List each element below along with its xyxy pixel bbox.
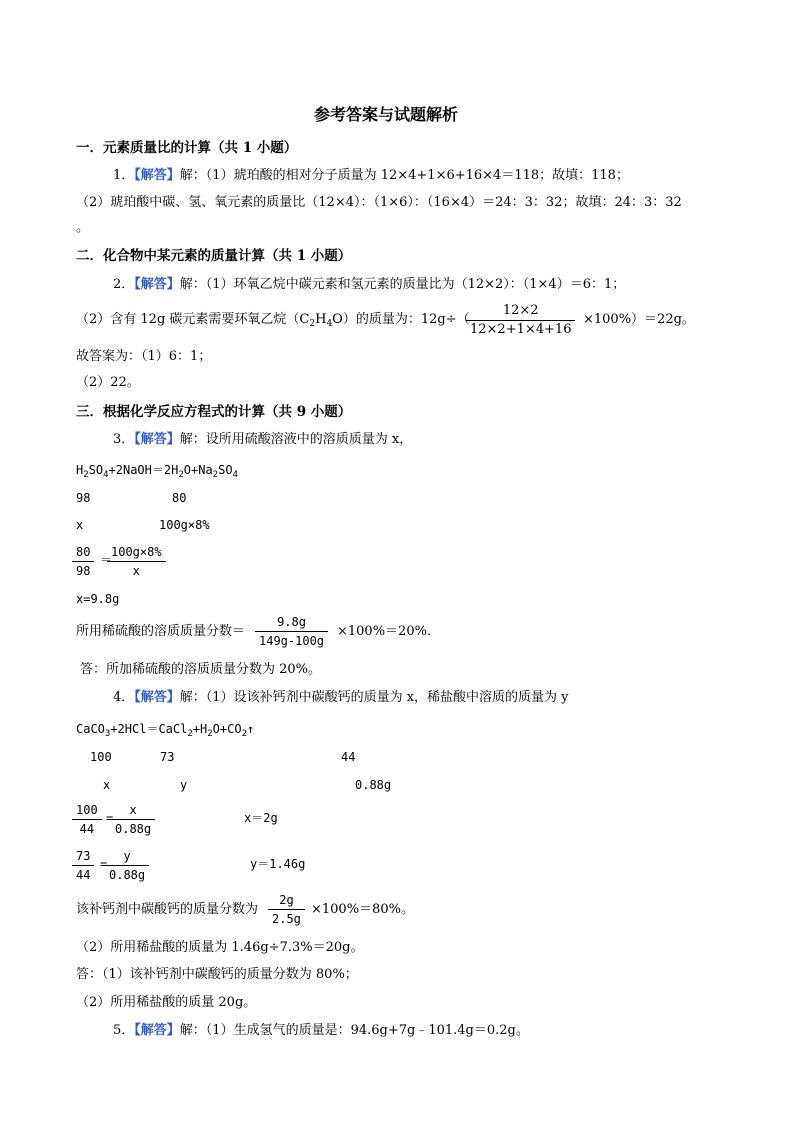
answer-tag: 【解答】 <box>134 1023 180 1038</box>
question-number: 1． <box>113 168 135 183</box>
q4-mass-1: 100 <box>90 750 112 764</box>
section-heading: 三．根据化学反应方程式的计算（共 9 小题） <box>76 404 352 420</box>
section-heading: 一．元素质量比的计算（共 1 小题） <box>76 140 298 156</box>
q4-result-y: y＝1.46g <box>250 857 306 871</box>
q1-line-2: （2）琥珀酸中碳、氢、氧元素的质量比（12×4）：（1×6）：（16×4）＝24：3：32；故填：24：3：32 <box>76 195 682 210</box>
page-title: 参考答案与试题解析 <box>314 105 459 124</box>
q2-text-2a: （2）含有 12g 碳元素需要环氧乙烷（C <box>76 312 310 327</box>
q2-line-4: （2）22。 <box>76 375 140 390</box>
q3-equation: $H_2SO_4+2NaOH=2H_2O+Na_2SO_4$ <box>76 463 238 480</box>
q4-percent-label: 该补钙剂中碳酸钙的质量分数为 <box>76 902 259 917</box>
q4-proportion-1-right: $\frac{x}{0.88g}$ <box>111 801 155 838</box>
q3-answer: 答：所加稀硫酸的溶质质量分数为 20%。 <box>80 662 322 677</box>
q2-text-2c: O）的质量为：12g÷（ <box>332 312 470 327</box>
question-number: 3． <box>113 432 135 447</box>
q3-line-1 <box>113 432 412 448</box>
q2-fraction <box>466 302 575 339</box>
answer-tag: 【解答】 <box>134 277 180 292</box>
section-heading: 二．化合物中某元素的质量计算（共 1 小题） <box>76 248 352 264</box>
q4-proportion-1-left: $\frac{100}{44}$ <box>72 801 102 838</box>
equals-sign: = <box>100 857 108 871</box>
q1-text-1: 解：（1）琥珀酸的相对分子质量为 12×4+1×6+16×4＝118；故填：118； <box>179 168 629 183</box>
q1-line-3: 。 <box>76 220 90 235</box>
q4-percent-fraction: $\frac{2g}{2.5g}$ <box>268 891 305 928</box>
q2-line-3: 故答案为：（1）6：1； <box>76 349 212 364</box>
q4-answer-1: 答：（1）该补钙剂中碳酸钙的质量分数为 80%； <box>76 967 358 982</box>
answer-tag: 【解答】 <box>134 432 180 447</box>
q4-mass-3: 44 <box>341 750 356 764</box>
q2-line-2 <box>76 312 470 328</box>
q2-line-2-end: ×100%）＝22g。 <box>583 312 695 327</box>
q3-proportion-left: $\frac{80}{98}$ <box>72 543 94 580</box>
q3-percent-result: ×100%＝20%. <box>337 624 432 639</box>
fraction-numerator: 12×2 <box>466 302 575 321</box>
answer-tag: 【解答】 <box>134 168 180 183</box>
q3-mass-1: 98 <box>76 491 91 505</box>
q4-text-1: 解：（1）设该补钙剂中碳酸钙的质量为 x，稀盐酸中溶质的质量为 y <box>179 690 569 705</box>
subscript: 2 <box>309 319 316 329</box>
q4-unknown-3: 0.88g <box>355 778 392 792</box>
q5-text-1: 解：（1）生成氢气的质量是：94.6g+7g﹣101.4g＝0.2g。 <box>179 1023 529 1038</box>
q3-unknown-2: 100g×8% <box>159 518 210 532</box>
q3-unknown-1: x <box>76 518 84 532</box>
q4-result-x: x＝2g <box>244 811 278 825</box>
subscript: 4 <box>326 319 333 329</box>
q2-line-1 <box>113 277 625 293</box>
equals-sign: = <box>106 811 114 825</box>
q2-text-2b: H <box>315 312 327 327</box>
fraction-denominator: 12×2+1×4+16 <box>470 322 572 337</box>
q4-line-2: （2）所用稀盐酸的质量为 1.46g÷7.3%＝20g。 <box>76 940 364 955</box>
q4-equation: $CaCO_3+2HCl=CaCl_2+H_2O+CO_2↑$ <box>76 722 255 739</box>
q4-unknown-1: x <box>103 778 111 792</box>
question-number: 5． <box>113 1023 135 1038</box>
q3-proportion-right: $\frac{100g\times 8\%}{x}$ <box>107 543 166 580</box>
q3-result: x=9.8g <box>76 592 120 606</box>
q3-percent-fraction: $\frac{9.8g}{149g-100g}$ <box>255 613 328 650</box>
q4-proportion-2-left: $\frac{73}{44}$ <box>72 847 94 884</box>
q3-percent-label: 所用稀硫酸的溶质质量分数＝ <box>76 624 246 639</box>
question-number: 2． <box>113 277 135 292</box>
q4-line-1 <box>113 690 569 706</box>
q3-mass-2: 80 <box>172 491 187 505</box>
q4-mass-2: 73 <box>160 750 175 764</box>
q4-percent-result: ×100%＝80%。 <box>311 902 414 917</box>
equals-sign: ＝ <box>100 553 113 567</box>
q4-proportion-2-right: $\frac{y}{0.88g}$ <box>105 847 149 884</box>
q2-text-1: 解：（1）环氧乙烷中碳元素和氢元素的质量比为（12×2）：（1×4）＝6：1； <box>179 277 626 292</box>
q1-line-1 <box>113 168 629 184</box>
q5-line-1 <box>113 1023 529 1039</box>
answer-tag: 【解答】 <box>134 690 180 705</box>
q4-answer-2: （2）所用稀盐酸的质量 20g。 <box>76 995 257 1010</box>
q4-unknown-2: y <box>180 778 188 792</box>
question-number: 4． <box>113 690 135 705</box>
q3-text-1: 解：设所用硫酸溶液中的溶质质量为 x， <box>179 432 413 447</box>
